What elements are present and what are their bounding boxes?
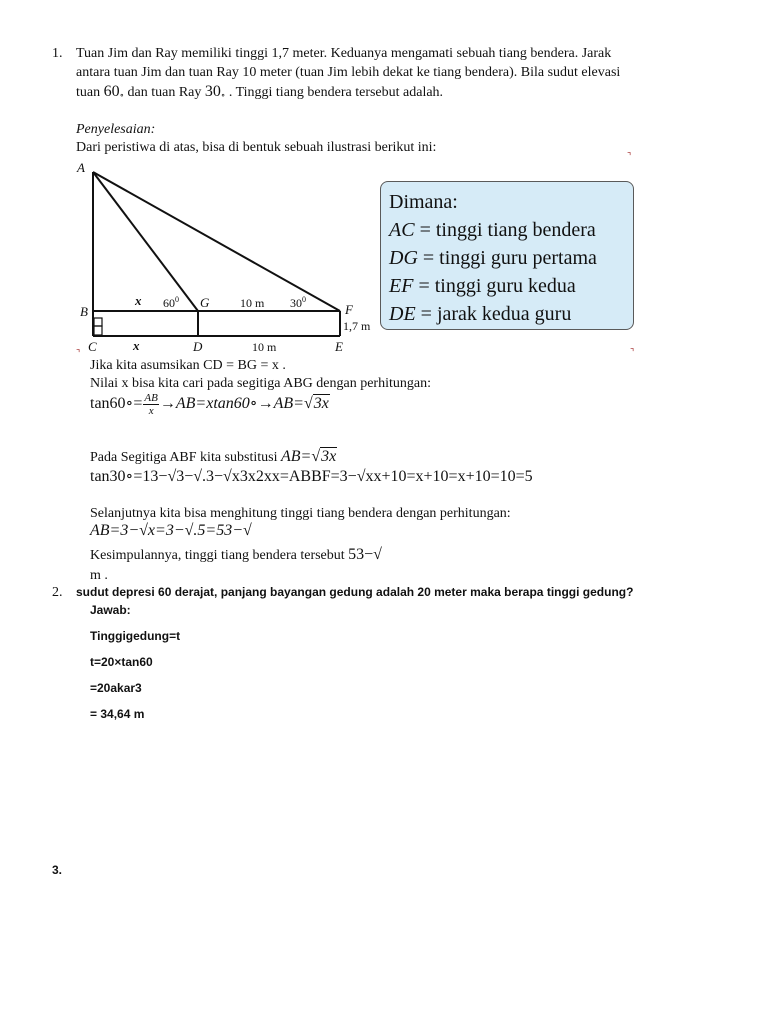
abf-sqrt: √3x (311, 448, 337, 465)
legend-var: EF (389, 275, 414, 297)
q2-question: sudut depresi 60 derajat, panjang bayangan gedung adalah 20 meter maka berapa tinggi gedung? (76, 585, 634, 599)
abf-math-lhs: AB= (280, 448, 312, 465)
legend-item (389, 244, 633, 272)
q1-line3 (76, 82, 443, 105)
legend-var: DE (389, 303, 416, 325)
abf-radicand: 3x (321, 448, 337, 465)
label-x-bottom: x (133, 338, 140, 353)
eq1-numerator: AB (144, 392, 158, 404)
legend-text: = jarak kedua guru (415, 303, 572, 325)
q3-number: 3. (52, 863, 63, 877)
legend-item (389, 272, 633, 300)
eq1-fraction (143, 392, 158, 417)
angle-60-value: 60 (163, 296, 175, 310)
q1-line2: antara tuan Jim dan tuan Ray 10 meter (tuan Jim lebih dekat ke tiang bendera). Bila sudut elevasi (76, 65, 621, 80)
height-text: Selanjutnya kita bisa menghitung tinggi tiang bendera dengan perhitungan: (90, 506, 511, 521)
conclusion-unit: m . (90, 568, 108, 583)
q1-degree-mark-2: ∘ (220, 90, 226, 100)
q1-angle-30: 30 (204, 83, 221, 100)
figure-intro: Dari peristiwa di atas, bisa di bentuk sebuah ilustrasi berikut ini: (76, 140, 437, 155)
label-angle-60 (163, 295, 179, 310)
abf-text: Pada Segitiga ABF kita substitusi (90, 450, 281, 465)
legend-item (389, 300, 633, 328)
conclusion-text: Kesimpulannya, tinggi tiang bendera tersebut (90, 548, 349, 563)
angle-60-degree: 0 (175, 295, 179, 304)
label-distance-bottom: 10 m (252, 340, 277, 354)
find-x-text: Nilai x bisa kita cari pada segitiga ABG dengan perhitungan: (90, 376, 431, 391)
corner-mark-bottom-right: ⌝ (630, 347, 635, 357)
corner-mark-top-right: ⌝ (627, 151, 632, 161)
corner-mark-bottom-left: ⌝ (76, 348, 81, 358)
label-x-top: x (135, 293, 142, 308)
q2-number: 2. (52, 585, 63, 600)
legend-title: Dimana: (389, 191, 458, 213)
legend-var: AC (389, 219, 415, 241)
eq1-rest: →AB=xtan60∘→AB= (159, 395, 304, 413)
solution-heading: Penyelesaian: (76, 122, 156, 137)
eq1-sqrt: √3x (303, 395, 329, 413)
label-g: G (200, 295, 210, 310)
label-c: C (88, 339, 97, 354)
angle-30-degree: 0 (302, 295, 306, 304)
legend-text: = tinggi guru pertama (417, 247, 597, 269)
conclusion-line (90, 545, 382, 565)
angle-30-value: 30 (290, 296, 302, 310)
abf-math (281, 448, 337, 465)
label-d: D (193, 339, 203, 354)
q1-line1: Tuan Jim dan Ray memiliki tinggi 1,7 meter. Keduanya mengamati sebuah tiang bendera. Jarak (76, 46, 612, 61)
legend-box (380, 181, 634, 330)
q1-degree-mark-1: ∘ (119, 90, 125, 100)
q2-answer-line: = 34,64 m (90, 707, 145, 721)
equation-3: AB=3−√x=3−√.5=53−√ (90, 522, 252, 539)
conclusion-math: 53−√ (348, 546, 382, 563)
equation-2: tan30∘=13−√3−√.3−√x3x2xx=ABBF=3−√xx+10=x+10=x+10=10=5 (90, 468, 533, 485)
q2-answer-label: Jawab: (90, 603, 131, 617)
q2-answer-line: =20akar3 (90, 681, 142, 695)
legend-text: = tinggi tiang bendera (414, 219, 596, 241)
q1-angle-60: 60 (103, 83, 120, 100)
q2-answer-line: t=20×tan60 (90, 655, 153, 669)
equation-1 (90, 392, 330, 417)
eq1-denominator: x (148, 405, 154, 417)
legend-text: = tinggi guru kedua (413, 275, 576, 297)
right-angle-mark-c (94, 326, 102, 335)
q1-line3-text-a: tuan (76, 85, 104, 100)
q1-line3-text-c: . Tinggi tiang bendera tersebut adalah. (225, 85, 444, 100)
legend-var: DG (389, 247, 418, 269)
q2-answer-line: Tinggigedung=t (90, 629, 181, 643)
eq1-radicand: 3x (313, 395, 329, 413)
label-angle-30 (290, 295, 306, 310)
sightline-60 (93, 172, 198, 311)
abf-line (90, 447, 337, 467)
triangle-figure (70, 158, 380, 358)
label-f: F (345, 302, 353, 317)
legend-item (389, 216, 633, 244)
q1-number: 1. (52, 46, 63, 61)
label-height: 1,7 m (343, 319, 371, 333)
label-e: E (335, 339, 343, 354)
assumption-text: Jika kita asumsikan CD = BG = x . (90, 358, 286, 373)
sightline-30 (93, 172, 340, 311)
label-distance-top: 10 m (240, 296, 265, 310)
right-angle-mark-b (94, 318, 102, 326)
q1-line3-text-b: dan tuan Ray (124, 85, 205, 100)
eq1-lhs: tan60∘= (90, 395, 143, 413)
label-a: A (77, 160, 85, 175)
label-b: B (80, 304, 88, 319)
